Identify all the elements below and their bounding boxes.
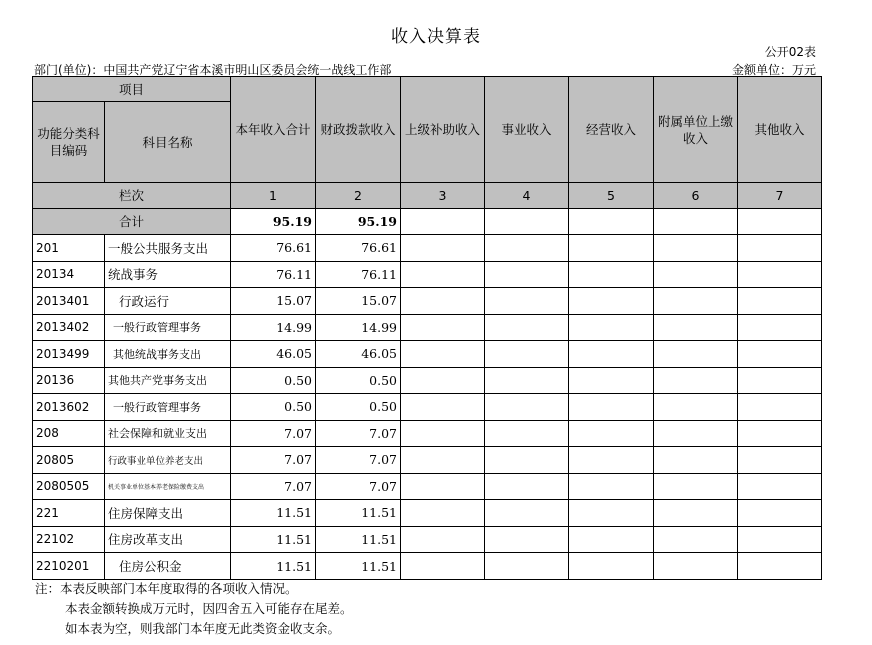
notes [35,579,353,639]
row-value-1: 14.99 [231,314,316,341]
row-value-2: 14.99 [316,314,401,341]
total-row [33,209,822,235]
row-value-1: 76.61 [231,235,316,262]
note-line: 如本表为空，则我部门本年度无此类资金收支余。 [65,621,341,636]
note-line: 本表金额转换成万元时，因四舍五入可能存在尾差。 [65,601,353,616]
row-value-2: 0.50 [316,394,401,421]
income-table [32,76,822,580]
row-code: 2013499 [33,341,105,368]
row-code: 20134 [33,261,105,288]
row-value-1: 11.51 [231,500,316,527]
row-value-1: 0.50 [231,367,316,394]
row-name: 一般公共服务支出 [105,235,231,262]
row-name: 其他共产党事务支出 [105,367,231,394]
row-value-2: 15.07 [316,288,401,315]
note-line: 注：本表反映部门本年度取得的各项收入情况。 [35,581,298,596]
table-row [33,420,822,447]
line-num: 1 [231,183,316,209]
row-code: 20136 [33,367,105,394]
row-name: 一般行政管理事务 [105,314,231,341]
total-value-1: 95.19 [231,209,316,235]
table-row [33,500,822,527]
row-value-1: 76.11 [231,261,316,288]
header-subject-name: 科目名称 [105,102,231,183]
row-name: 一般行政管理事务 [105,394,231,421]
table-body [33,235,822,580]
row-name: 其他统战事务支出 [105,341,231,368]
row-value-1: 11.51 [231,553,316,580]
row-value-1: 11.51 [231,526,316,553]
table-row [33,367,822,394]
table-row [33,473,822,500]
header-col-3: 上级补助收入 [401,77,485,183]
row-value-2: 76.61 [316,235,401,262]
table-row [33,314,822,341]
row-name: 社会保障和就业支出 [105,420,231,447]
table-row [33,261,822,288]
table-row [33,394,822,421]
row-name: 机关事业单位基本养老保险缴费支出 [105,473,231,500]
table-row [33,526,822,553]
row-value-2: 11.51 [316,553,401,580]
row-value-1: 15.07 [231,288,316,315]
line-label: 栏次 [33,183,231,209]
row-name: 统战事务 [105,261,231,288]
row-name: 行政运行 [105,288,231,315]
row-code: 201 [33,235,105,262]
table-row [33,235,822,262]
row-code: 2013602 [33,394,105,421]
table-row [33,288,822,315]
row-code: 2013402 [33,314,105,341]
header-col-1: 本年收入合计 [231,77,316,183]
department-label: 部门(单位)：中国共产党辽宁省本溪市明山区委员会统一战线工作部 [34,63,392,77]
line-num: 2 [316,183,401,209]
line-num: 5 [569,183,654,209]
page-title: 收入决算表 [391,27,481,47]
row-name: 住房改革支出 [105,526,231,553]
row-code: 221 [33,500,105,527]
total-label: 合计 [33,209,231,235]
row-name: 住房公积金 [105,553,231,580]
row-value-2: 7.07 [316,447,401,474]
row-value-2: 11.51 [316,526,401,553]
header-col-7: 其他收入 [738,77,822,183]
header-col-6: 附属单位上缴收入 [654,77,738,183]
row-value-2: 76.11 [316,261,401,288]
header-func-code: 功能分类科目编码 [33,102,105,183]
row-code: 2013401 [33,288,105,315]
form-code: 公开02表 [764,45,816,59]
row-value-2: 7.07 [316,420,401,447]
row-code: 22102 [33,526,105,553]
row-name: 行政事业单位养老支出 [105,447,231,474]
table-row [33,341,822,368]
row-code: 208 [33,420,105,447]
row-value-2: 46.05 [316,341,401,368]
table-row [33,553,822,580]
header-col-4: 事业收入 [485,77,569,183]
line-num: 3 [401,183,485,209]
line-num: 6 [654,183,738,209]
line-num: 7 [738,183,822,209]
row-value-1: 0.50 [231,394,316,421]
row-value-1: 46.05 [231,341,316,368]
row-code: 20805 [33,447,105,474]
row-value-1: 7.07 [231,447,316,474]
header-col-5: 经营收入 [569,77,654,183]
header-col-2: 财政拨款收入 [316,77,401,183]
row-value-2: 7.07 [316,473,401,500]
amount-unit-label: 金额单位：万元 [731,63,816,77]
header-item: 项目 [33,77,231,102]
line-num: 4 [485,183,569,209]
total-value-2: 95.19 [316,209,401,235]
row-code: 2080505 [33,473,105,500]
row-value-1: 7.07 [231,473,316,500]
row-name: 住房保障支出 [105,500,231,527]
row-code: 2210201 [33,553,105,580]
row-value-1: 7.07 [231,420,316,447]
table-row [33,447,822,474]
row-value-2: 11.51 [316,500,401,527]
row-value-2: 0.50 [316,367,401,394]
